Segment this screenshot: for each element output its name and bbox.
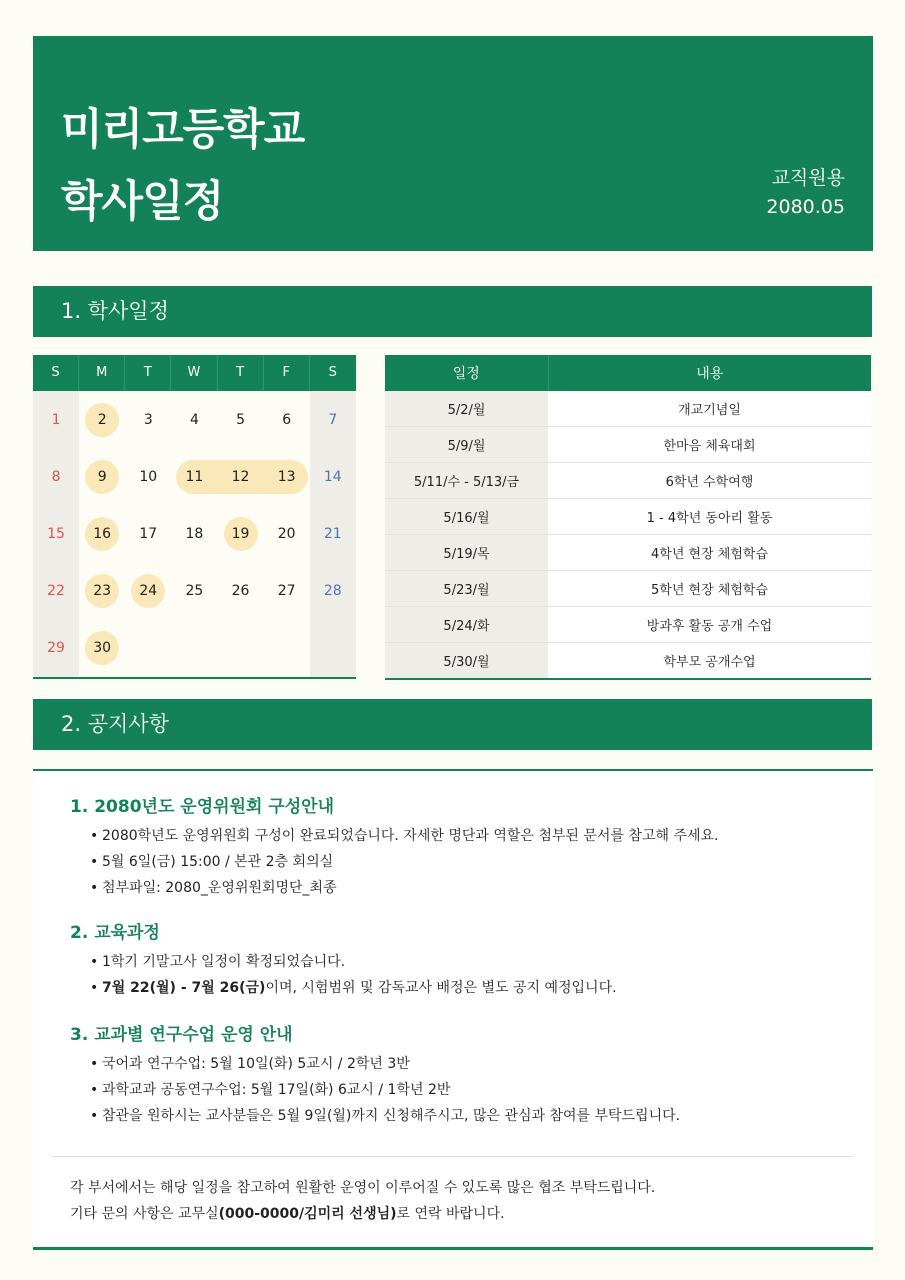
calendar-day-highlighted (79, 460, 125, 494)
calendar (33, 355, 356, 679)
notice-list (70, 823, 718, 901)
weekday-thu: T (218, 355, 264, 391)
divider (53, 1156, 853, 1157)
day-highlight: 16 (85, 517, 119, 551)
calendar-day: 21 (323, 525, 342, 542)
calendar-day-empty (310, 631, 356, 665)
schedule-header-row (385, 355, 871, 391)
calendar-day: 5 (236, 411, 246, 428)
day-highlight: 9 (85, 460, 119, 494)
notice-research-class (70, 1023, 680, 1129)
schedule-content: 4학년 현장 체험학습 (548, 535, 871, 571)
table-row (385, 499, 871, 535)
calendar-day: 29 (47, 640, 65, 657)
calendar-week (33, 563, 356, 620)
calendar-week (33, 391, 356, 448)
schedule-content: 1 - 4학년 동아리 활동 (548, 499, 871, 535)
calendar-day: 22 (47, 583, 65, 600)
schedule-content: 6학년 수학여행 (548, 463, 871, 499)
section-title-notices: 2. 공지사항 (33, 699, 872, 750)
contact-info: (000-0000/김미리 선생님) (218, 1206, 397, 1222)
day-highlight: 2 (85, 403, 119, 437)
calendar-day: 1 (51, 411, 61, 428)
table-row (385, 535, 871, 571)
calendar-weekday-header (33, 355, 356, 391)
calendar-week (33, 505, 356, 562)
schedule-date: 5/2/월 (385, 391, 548, 427)
weekday-tue: T (125, 355, 171, 391)
calendar-day-highlighted (125, 574, 171, 608)
weekday-fri: F (264, 355, 310, 391)
table-row (385, 391, 871, 427)
contact-prefix: 기타 문의 사항은 교무실 (70, 1206, 219, 1222)
footer-note (70, 1175, 655, 1227)
calendar-day: 18 (185, 525, 204, 542)
schedule-date: 5/19/목 (385, 535, 548, 571)
table-row (385, 463, 871, 499)
calendar-day-empty (171, 631, 217, 665)
exam-dates-note: 이며, 시험범위 및 감독교사 배정은 별도 공지 예정입니다. (265, 980, 617, 996)
list-item: • 5월 6일(금) 15:00 / 본관 2층 회의실 (90, 849, 718, 875)
column-header-date: 일정 (385, 355, 548, 391)
table-row (385, 642, 871, 678)
calendar-day: 3 (143, 411, 153, 428)
notice-title: 1. 2080년도 운영위원회 구성안내 (70, 797, 334, 817)
section-title-schedule: 1. 학사일정 (33, 286, 872, 337)
list-item: • 1학기 기말고사 일정이 확정되었습니다. (90, 949, 617, 975)
calendar-day: 25 (185, 583, 204, 600)
notice-title: 3. 교과별 연구수업 운영 안내 (70, 1025, 293, 1045)
footer-line: 각 부서에서는 해당 일정을 참고하여 원활한 운영이 이루어질 수 있도록 많은 협조 부탁드립니다. (70, 1180, 656, 1196)
page-title (61, 94, 304, 238)
weekday-sat: S (328, 365, 337, 380)
calendar-day-highlighted: 11 (185, 468, 204, 485)
exam-dates: 7월 22(월) - 7월 26(금) (102, 980, 266, 996)
day-highlight: 30 (85, 631, 119, 665)
calendar-day: 4 (189, 411, 199, 428)
calendar-day-highlighted (79, 574, 125, 608)
calendar-day: 15 (47, 525, 65, 542)
document-title: 학사일정 (61, 177, 224, 227)
calendar-day-empty (264, 631, 310, 665)
schedule-date: 5/16/월 (385, 499, 548, 535)
day-highlight: 19 (224, 517, 258, 551)
calendar-day-empty (218, 631, 264, 665)
schedule-date: 5/24/화 (385, 606, 548, 642)
day-highlight: 24 (131, 574, 165, 608)
calendar-day: 28 (323, 583, 342, 600)
calendar-day: 26 (231, 583, 250, 600)
table-row (385, 427, 871, 463)
schedule-date: 5/23/월 (385, 570, 548, 606)
calendar-day: 7 (328, 411, 338, 428)
weekday-mon: M (79, 355, 125, 391)
list-item: • 국어과 연구수업: 5월 10일(화) 5교시 / 2학년 3반 (90, 1051, 680, 1077)
calendar-day-highlighted: 12 (231, 468, 250, 485)
notice-list (70, 949, 617, 1001)
calendar-day-highlighted (218, 517, 264, 551)
calendar-day: 8 (51, 468, 61, 485)
notice-curriculum (70, 921, 617, 1001)
notice-panel (33, 769, 873, 1250)
schedule-date: 5/30/월 (385, 642, 548, 678)
calendar-grid (33, 391, 356, 677)
schedule-content: 개교기념일 (548, 391, 871, 427)
schedule-content: 학부모 공개수업 (548, 642, 871, 678)
schedule-date: 5/9/월 (385, 427, 548, 463)
calendar-day-highlighted: 13 (277, 468, 296, 485)
calendar-day-highlighted (79, 517, 125, 551)
contact-suffix: 로 연락 바랍니다. (396, 1206, 505, 1222)
calendar-week (33, 448, 356, 505)
calendar-day: 14 (323, 468, 342, 485)
calendar-day-highlighted (79, 403, 125, 437)
schedule-date: 5/11/수 - 5/13/금 (385, 463, 548, 499)
list-item: • 첨부파일: 2080_운영위원회명단_최종 (90, 875, 718, 901)
schedule-content: 한마음 체육대회 (548, 427, 871, 463)
list-item: • 참관을 원하시는 교사분들은 5월 9일(월)까지 신청해주시고, 많은 관심과 참여를 부탁드립니다. (90, 1103, 680, 1129)
list-item: • 2080학년도 운영위원회 구성이 완료되었습니다. 자세한 명단과 역할은 첨부된 문서를 참고해 주세요. (90, 823, 718, 849)
notice-title: 2. 교육과정 (70, 923, 160, 943)
weekday-wed: W (171, 355, 217, 391)
calendar-day: 27 (277, 583, 296, 600)
list-item (90, 975, 617, 1001)
notice-list (70, 1051, 680, 1129)
schedule-content: 5학년 현장 체험학습 (548, 570, 871, 606)
page-header (33, 36, 873, 251)
table-row (385, 606, 871, 642)
issue-date: 2080.05 (766, 196, 845, 218)
calendar-day: 17 (139, 525, 158, 542)
calendar-day: 10 (139, 468, 158, 485)
calendar-day: 20 (277, 525, 296, 542)
calendar-day-highlighted (79, 631, 125, 665)
weekday-sun: S (33, 355, 79, 391)
audience-label: 교직원용 (771, 167, 845, 189)
calendar-day-empty (125, 631, 171, 665)
column-header-content: 내용 (548, 355, 871, 391)
table-row (385, 570, 871, 606)
notice-committee (70, 795, 718, 901)
calendar-week (33, 620, 356, 677)
calendar-day: 6 (282, 411, 292, 428)
school-name: 미리고등학교 (61, 105, 305, 155)
schedule-table (385, 355, 871, 680)
header-meta (766, 164, 845, 222)
list-item: • 과학교과 공동연구수업: 5월 17일(화) 6교시 / 1학년 2반 (90, 1077, 680, 1103)
schedule-content: 방과후 활동 공개 수업 (548, 606, 871, 642)
footer-contact (70, 1201, 655, 1227)
day-highlight: 23 (85, 574, 119, 608)
